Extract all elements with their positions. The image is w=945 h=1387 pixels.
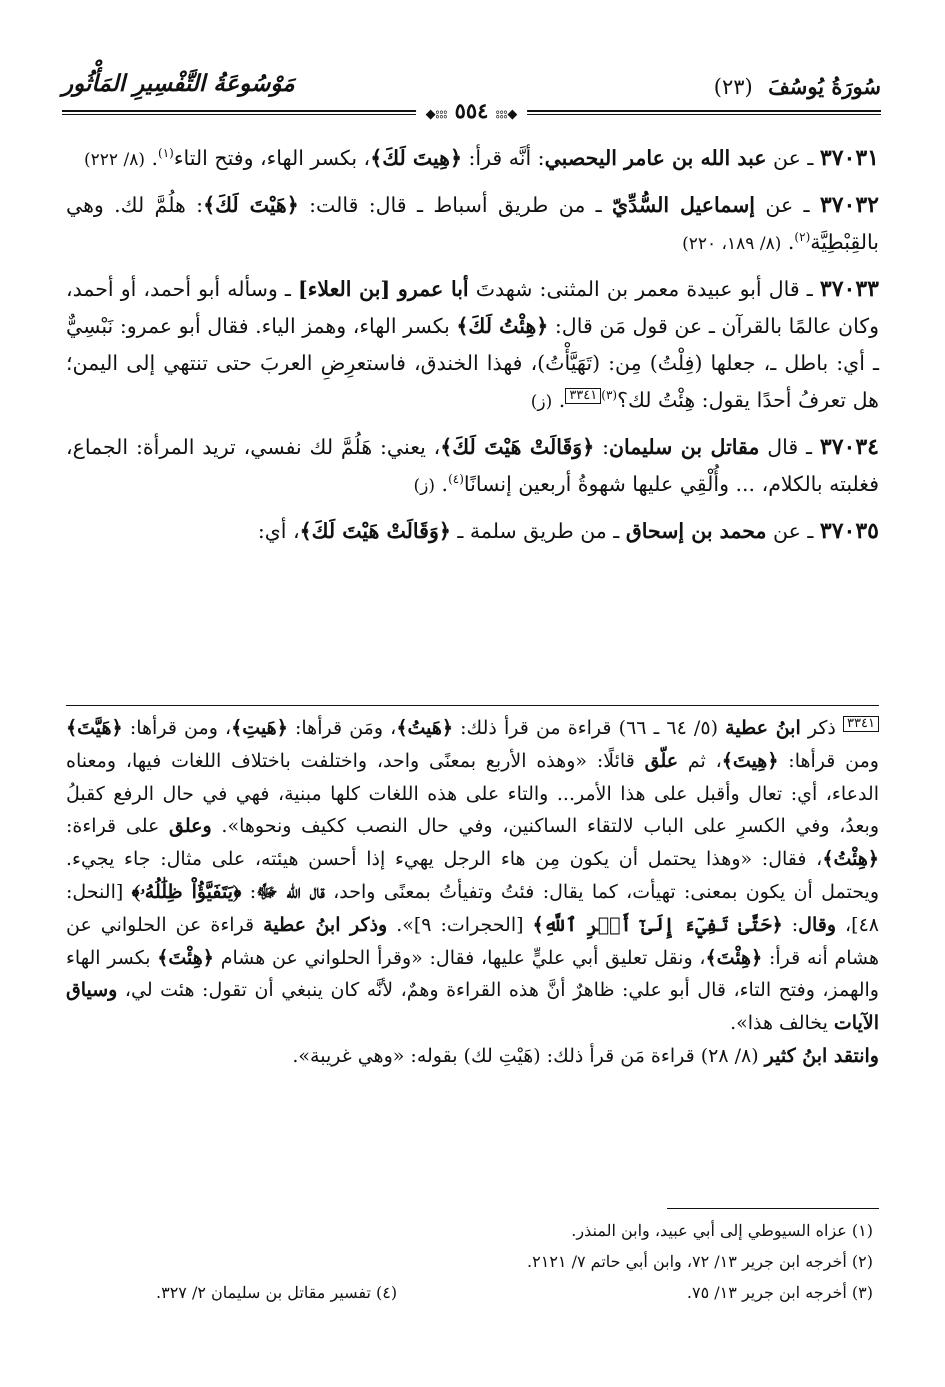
- quran-quote: ﴿هِئْتُ لَكَ﴾: [456, 314, 549, 338]
- narration-entry: [66, 187, 879, 263]
- footnote-4: (٤) تفسير مقاتل بن سليمان ٢/ ٣٢٧.: [156, 1283, 398, 1302]
- entry-text: ـ وسأله أبو أحمد، أو أحمد، وكان عالمًا بالقرآن ـ عن قول مَن قال:: [66, 277, 880, 338]
- entry-text: ـ قال: [759, 435, 820, 459]
- quran-quote: ﴿هَيتُ﴾: [396, 717, 453, 739]
- entry-text: بكسر الهاء، وهمز الياء. فقال أبو عمرو: نَبْسِيٌّ ـ أي: باطل ـ، جعلها (فِلْتُ) مِن: (تَهَيَّأْتُ)، فهذا الخندق، فاستعرِضِ العربَ حتى تنتهي إلى اليمن؛ هل تعرفُ أحدًا يقول: هِئْتُ لك؟: [66, 314, 879, 412]
- entry-number: ٣٧٠٣٣: [819, 276, 879, 302]
- volume-reference: (ز): [530, 392, 553, 412]
- volume-reference: (٨/ ١٨٩، ٢٢٠): [682, 234, 782, 254]
- quran-quote: ﴿وَقَالَتْ هَيْتَ لَكَ﴾: [299, 519, 451, 543]
- footnote-marker[interactable]: (٣): [601, 388, 618, 403]
- commentary-text: ، ثم: [678, 749, 722, 772]
- entry-text: :: [594, 435, 609, 459]
- commentary-paragraph: [66, 712, 879, 1040]
- entry-text: ـ قال أبو عبيدة معمر بن المثنى: شهدتَ: [468, 277, 820, 301]
- commentary-text: ، ومن قرأها:: [122, 717, 232, 739]
- quran-quote: ﴿هَيْتَ لَكَ﴾: [203, 193, 299, 217]
- narrator-name: أبا عمرو [بن العلاء]: [298, 277, 469, 301]
- page-number: ٥٥٤: [454, 98, 489, 123]
- emphasis: وانتقد: [827, 1044, 879, 1067]
- narrator-name: محمد بن إسحاق: [625, 519, 767, 543]
- entry-text: ـ عن: [754, 193, 820, 217]
- commentary-text: (٥/ ٦٤ ـ ٦٦) قراءة من قرأ ذلك:: [453, 717, 726, 739]
- commentary-text: ، ونقل تعليق أبي عليٍّ عليها، فقال: «وقرأ الحلواني عن هشام: [213, 946, 706, 969]
- footnote-1: (١) عزاه السيوطي إلى أبي عبيد، وابن المنذر.: [571, 1221, 873, 1240]
- surah-number: (٢٣): [713, 75, 753, 99]
- emphasis: وعلق: [169, 815, 212, 838]
- commentary-text: ، فقال: «وهذا يحتمل أن يكون مِن هاء الرجل يهيء إذا أحسن هيئته، على مثال: جاء يجيء. ويحتمل أن يكون بمعنى: تهيأت، كما يقال: فئتُ وتفيأتُ بمعنًى واحد،: [66, 848, 879, 903]
- footnote-marker[interactable]: (٤): [448, 472, 464, 487]
- footnotes: [66, 1215, 873, 1308]
- commentary-text: ذكر: [800, 717, 844, 739]
- narrator-name: عبد الله بن عامر اليحصبي: [544, 146, 767, 170]
- commentary-text: ومن قرأها:: [778, 749, 879, 772]
- entry-text: ، أي:: [257, 519, 300, 543]
- footnote-2: (٢) أخرجه ابن جرير ١٣/ ٧٢، وابن أبي حاتم ٧/ ٢١٢١.: [527, 1252, 873, 1271]
- entry-text: ، يعني: هَلُمَّ لك نفسي، تريد المرأة: الجماع، فغلبته بالكلام، ... وأُلْقِي عليها شهوةُ أربعين إنسانًا: [66, 435, 879, 496]
- emphasis: قال الله ﷻ: [256, 880, 325, 903]
- emphasis: علّق: [644, 749, 679, 772]
- ornament-left: ◆⦂⦂⦂: [425, 107, 448, 122]
- entry-text: ، بكسر الهاء، وفتح التاء: [173, 146, 371, 170]
- commentary-text: ، ومَن قرأها:: [287, 717, 397, 739]
- entry-text: ـ عن: [766, 519, 820, 543]
- commentary-text: يخالف هذا».: [730, 1012, 834, 1035]
- footnote-row: [66, 1277, 873, 1308]
- surah-name: سُورَةُ يُوسُفَ: [768, 74, 881, 99]
- entry-number: ٣٧٠٣١: [819, 145, 879, 171]
- entry-text: ـ عن: [766, 146, 820, 170]
- entry-text: : أنَّه قرأ:: [462, 146, 545, 170]
- commentary-box-marker[interactable]: ٣٣٤١: [565, 388, 601, 404]
- footnote-3: (٣) أخرجه ابن جرير ١٣/ ٧٥.: [686, 1283, 873, 1302]
- narration-entry: [66, 140, 879, 179]
- commentary: [66, 712, 879, 1073]
- volume-reference: (٨/ ٢٢٢): [84, 150, 145, 170]
- surah-heading: [714, 74, 881, 99]
- quran-quote: ﴿هِيتَ﴾: [721, 749, 779, 772]
- commentary-paragraph: [66, 1040, 879, 1073]
- entry-number: ٣٧٠٣٢: [819, 192, 879, 218]
- narration-entry: [66, 513, 879, 550]
- running-header: [62, 66, 881, 122]
- narrations: [66, 140, 879, 558]
- entry-text: .: [144, 146, 159, 170]
- commentary-text: :: [241, 880, 257, 903]
- scholar-name: ابنُ عطية: [725, 717, 801, 739]
- entry-text: .: [552, 388, 566, 412]
- emphasis: وسياق الآيات: [66, 979, 879, 1035]
- commentary-text: :: [782, 913, 799, 936]
- narration-entry: [66, 271, 879, 421]
- quran-quote: ﴿هِئْتَ﴾: [157, 946, 214, 969]
- emphasis: وقال: [798, 913, 837, 936]
- quran-quote: ﴿هِيتَ لَكَ﴾: [370, 146, 462, 170]
- commentary-text: قائلًا: «وهذه الأربع بمعنًى واحد، واختلفت باختلاف اللغات فيها، ومعناه الدعاء، أي: تعال وأقبل على هذا الأمر... والتاء على هذه اللغات كلها مبنية، فهي في حال الرفع كقبلُ وبعدُ، وفي الكسرِ على الباب لالتقاء الساكنين، وفي حال النصب ككيف ونحوها».: [66, 749, 880, 838]
- entry-text: : هلُمَّ لك. وهي بالقِبْطِيَّة: [66, 193, 879, 254]
- narrator-name: إسماعيل السُّدِّيّ: [612, 193, 755, 217]
- commentary-separator: [66, 705, 879, 706]
- page-number-block: [416, 98, 528, 123]
- commentary-text: (٨/ ٢٨) قراءة مَن قرأ ذلك: (هَيْتِ لك) بقوله: «وهي غريبة».: [292, 1044, 765, 1067]
- commentary-text: [الحجرات: ٩]».: [387, 913, 533, 936]
- quran-quote: ﴿هَيَّتَ﴾: [66, 717, 123, 739]
- quran-quote: ﴿وَقَالَتْ هَيْتَ لَكَ﴾: [440, 435, 595, 459]
- narration-entry: [66, 429, 879, 505]
- commentary-text: بكسر الهاء والهمز، وفتح التاء، قال أبو علي: ظاهرٌ أنَّ هذه القراءة وهمٌ، لأنَّه كان ينبغي أن تقول: هئت لي،: [66, 946, 879, 1002]
- quran-quote: ﴿هِئْتُ﴾: [822, 848, 879, 871]
- footnote-marker[interactable]: (١): [158, 146, 174, 161]
- commentary-text: [النحل: ٤٨]،: [66, 880, 879, 936]
- entry-text: ـ من طريق سلمة ـ: [450, 519, 626, 543]
- volume-reference: (ز): [413, 476, 436, 496]
- entry-text: .: [435, 472, 449, 496]
- scholar-name: وذكر ابنُ عطية: [263, 913, 388, 936]
- quran-quote: ﴿حَتَّىٰ تَفِيٓءَ إِلَىٰٓ أَمۡرِ ٱللَّهِ﴾: [532, 913, 783, 936]
- commentary-text: قراءة عن الحلواني عن هشام أنه قرأ:: [66, 913, 879, 969]
- scholar-name: ابنُ كثير: [764, 1044, 828, 1067]
- quran-quote: ﴿هِئْتَ﴾: [705, 946, 763, 969]
- entry-number: ٣٧٠٣٥: [819, 518, 879, 544]
- narrator-name: مقاتل بن سليمان: [608, 435, 760, 459]
- footnote-marker[interactable]: (٢): [794, 230, 811, 245]
- quran-quote: ﴿يَتَفَيَّؤُاْ ظِلَٰلُهُۥ﴾: [131, 880, 242, 903]
- commentary-text: على قراءة:: [66, 815, 170, 838]
- entry-text: ـ من طريق أسباط ـ قال: قالت:: [298, 193, 613, 217]
- ornament-right: ⦂⦂⦂◆: [495, 107, 518, 122]
- commentary-box-number: ٣٣٤١: [843, 716, 879, 732]
- book-title: مَوْسُوعَةُ التَّفْسِيرِ المَأْثُور: [62, 70, 295, 97]
- quran-quote: ﴿هَيتِ﴾: [231, 717, 288, 739]
- entry-number: ٣٧٠٣٤: [819, 434, 879, 460]
- footnote-separator: [667, 1208, 879, 1209]
- entry-text: .: [781, 230, 795, 254]
